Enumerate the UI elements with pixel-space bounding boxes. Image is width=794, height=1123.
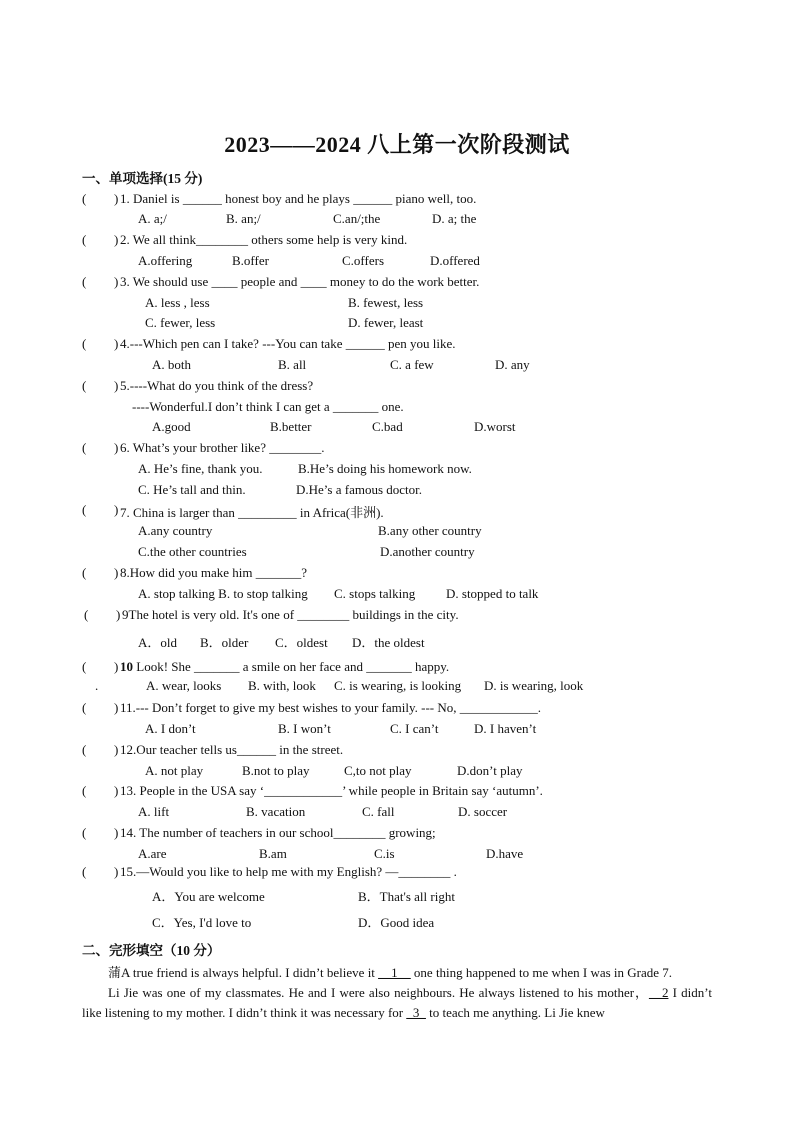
answer-bracket-open: ( — [82, 700, 87, 715]
cloze-text: Li Jie was one of my classmates. He and I were also neighbours. He always listened to his mother， — [108, 985, 649, 1000]
q4-option-a: A. both — [152, 357, 191, 372]
q9-option-b: B．older — [200, 635, 249, 650]
answer-bracket-close: ) — [114, 191, 119, 206]
answer-bracket-close: ) — [116, 607, 121, 622]
answer-bracket-open: ( — [82, 742, 87, 757]
q14-option-a: A.are — [138, 846, 167, 861]
answer-bracket-open: ( — [82, 274, 87, 289]
page-title: 2023——2024 八上第一次阶段测试 — [224, 132, 570, 157]
cloze-text: one thing happened to me when I was in Grade 7. — [410, 965, 673, 980]
question-9-stem: 9The hotel is very old. It's one of ________ buildings in the city. — [122, 607, 459, 622]
q10-option-c: C. is wearing, is looking — [334, 678, 462, 693]
answer-bracket-open: ( — [82, 864, 87, 879]
answer-bracket-close: ) — [114, 565, 119, 580]
answer-bracket-open: ( — [84, 607, 89, 622]
answer-bracket-open: ( — [82, 502, 87, 517]
section-2-heading: 二、完形填空（10 分） — [82, 943, 221, 958]
cloze-text: I didn’t like listening to my mother. I didn’t think it was necessary for — [82, 985, 712, 1020]
question-5-stem-line2: ----Wonderful.I don’t think I can get a _______ one. — [132, 399, 404, 414]
cloze-paragraph-2 — [82, 983, 712, 1023]
question-1-stem: 1. Daniel is ______ honest boy and he plays ______ piano well, too. — [120, 191, 477, 206]
q10-option-a: A. wear, looks — [146, 678, 222, 693]
question-4-stem: 4.---Which pen can I take? ---You can take ______ pen you like. — [120, 336, 456, 351]
q7-option-c: C.the other countries — [138, 544, 247, 559]
q13-option-b: B. vacation — [246, 804, 306, 819]
answer-bracket-close: ) — [114, 864, 119, 879]
question-5-stem: 5.----What do you think of the dress? — [120, 378, 314, 393]
q10-option-d: D. is wearing, look — [484, 678, 584, 693]
cloze-blank-2: __2 — [648, 985, 669, 1000]
question-3-stem: 3. We should use ____ people and ____ money to do the work better. — [120, 274, 480, 289]
cloze-passage — [82, 963, 712, 1023]
q13-option-a: A. lift — [138, 804, 170, 819]
q6-option-d: D.He’s a famous doctor. — [296, 482, 423, 497]
question-13-stem: 13. People in the USA say ‘____________’ while people in Britain say ‘autumn’. — [120, 783, 543, 798]
question-8-stem: 8.How did you make him _______? — [120, 565, 308, 580]
question-2-stem: 2. We all think________ others some help is very kind. — [120, 232, 408, 247]
q5-option-a: A.good — [152, 419, 191, 434]
q10-lead-mark: . — [95, 678, 99, 693]
q12-option-a: A. not play — [145, 763, 204, 778]
answer-bracket-close: ) — [114, 274, 119, 289]
q11-option-d: D. I haven’t — [474, 721, 537, 736]
q1-option-b: B. an;/ — [226, 211, 261, 226]
answer-bracket-open: ( — [82, 825, 87, 840]
q10-option-b: B. with, look — [248, 678, 316, 693]
answer-bracket-close: ) — [114, 659, 119, 674]
q3-option-d: D. fewer, least — [348, 315, 424, 330]
q1-option-a: A. a;/ — [138, 211, 167, 226]
question-7-stem: 7. China is larger than _________ in Africa(非洲). — [120, 505, 384, 520]
q1-option-d: D. a; the — [432, 211, 477, 226]
q5-option-d: D.worst — [474, 419, 516, 434]
q15-option-b: B．That's all right — [358, 889, 455, 904]
cloze-text: 蒲A true friend is always helpful. I didn’t believe it — [108, 965, 379, 980]
answer-bracket-open: ( — [82, 378, 87, 393]
q3-option-c: C. fewer, less — [145, 315, 216, 330]
answer-bracket-close: ) — [114, 700, 119, 715]
q15-option-d: D．Good idea — [358, 915, 435, 930]
answer-bracket-close: ) — [114, 232, 119, 247]
question-10-number: 10 — [120, 659, 133, 674]
question-10-text: Look! She _______ a smile on her face and _______ happy. — [133, 659, 450, 674]
cloze-paragraph-1 — [82, 963, 712, 983]
cloze-text: to teach me anything. Li Jie knew — [425, 1005, 605, 1020]
answer-bracket-close: ) — [114, 502, 119, 517]
question-6-stem: 6. What’s your brother like? ________. — [120, 440, 325, 455]
q6-option-a: A. He’s fine, thank you. — [138, 461, 263, 476]
answer-bracket-open: ( — [82, 659, 87, 674]
cloze-blank-3: _3_ — [406, 1005, 426, 1020]
answer-bracket-close: ) — [114, 378, 119, 393]
q13-option-c: C. fall — [362, 804, 395, 819]
q12-option-c: C,to not play — [344, 763, 412, 778]
question-11-stem: 11.--- Don’t forget to give my best wishes to your family. --- No, ____________. — [120, 700, 541, 715]
answer-bracket-open: ( — [82, 565, 87, 580]
answer-bracket-open: ( — [82, 336, 87, 351]
answer-bracket-close: ) — [114, 825, 119, 840]
q14-option-d: D.have — [486, 846, 524, 861]
q7-option-a: A.any country — [138, 523, 213, 538]
q2-option-c: C.offers — [342, 253, 385, 268]
q4-option-d: D. any — [495, 357, 530, 372]
question-15-stem: 15.—Would you like to help me with my English? —________ . — [120, 864, 457, 879]
q9-option-d: D．the oldest — [352, 635, 425, 650]
q7-option-b: B.any other country — [378, 523, 482, 538]
q13-option-d: D. soccer — [458, 804, 508, 819]
answer-bracket-close: ) — [114, 440, 119, 455]
q11-option-c: C. I can’t — [390, 721, 439, 736]
q2-option-b: B.offer — [232, 253, 269, 268]
q3-option-b: B. fewest, less — [348, 295, 424, 310]
q14-option-c: C.is — [374, 846, 395, 861]
q14-option-b: B.am — [259, 846, 287, 861]
q12-option-b: B.not to play — [242, 763, 310, 778]
q4-option-b: B. all — [278, 357, 307, 372]
question-10-stem — [120, 659, 449, 675]
q6-option-c: C. He’s tall and thin. — [138, 482, 246, 497]
answer-bracket-close: ) — [114, 336, 119, 351]
cloze-blank-1: __1__ — [378, 965, 411, 980]
q6-option-b: B.He’s doing his homework now. — [298, 461, 472, 476]
q8-option-c: C. stops talking — [334, 586, 416, 601]
q4-option-c: C. a few — [390, 357, 434, 372]
q2-option-d: D.offered — [430, 253, 480, 268]
q9-option-c: C．oldest — [275, 635, 328, 650]
q5-option-b: B.better — [270, 419, 312, 434]
q3-option-a: A. less , less — [145, 295, 210, 310]
q12-option-d: D.don’t play — [457, 763, 523, 778]
q1-option-c: C.an/;the — [333, 211, 381, 226]
q15-option-c: C．Yes, I'd love to — [152, 915, 252, 930]
q11-option-b: B. I won’t — [278, 721, 331, 736]
question-14-stem: 14. The number of teachers in our school________ growing; — [120, 825, 436, 840]
q15-option-a: A．You are welcome — [152, 889, 265, 904]
answer-bracket-open: ( — [82, 191, 87, 206]
q8-option-ab: A. stop talking B. to stop talking — [138, 586, 308, 601]
answer-bracket-close: ) — [114, 783, 119, 798]
answer-bracket-open: ( — [82, 440, 87, 455]
answer-bracket-close: ) — [114, 742, 119, 757]
q9-option-a: A．old — [138, 635, 178, 650]
q5-option-c: C.bad — [372, 419, 403, 434]
q2-option-a: A.offering — [138, 253, 193, 268]
q7-option-d: D.another country — [380, 544, 475, 559]
q8-option-d: D. stopped to talk — [446, 586, 539, 601]
answer-bracket-open: ( — [82, 232, 87, 247]
answer-bracket-open: ( — [82, 783, 87, 798]
section-1-heading: 一、单项选择(15 分) — [82, 171, 203, 186]
q11-option-a: A. I don’t — [145, 721, 196, 736]
question-12-stem: 12.Our teacher tells us______ in the street. — [120, 742, 344, 757]
